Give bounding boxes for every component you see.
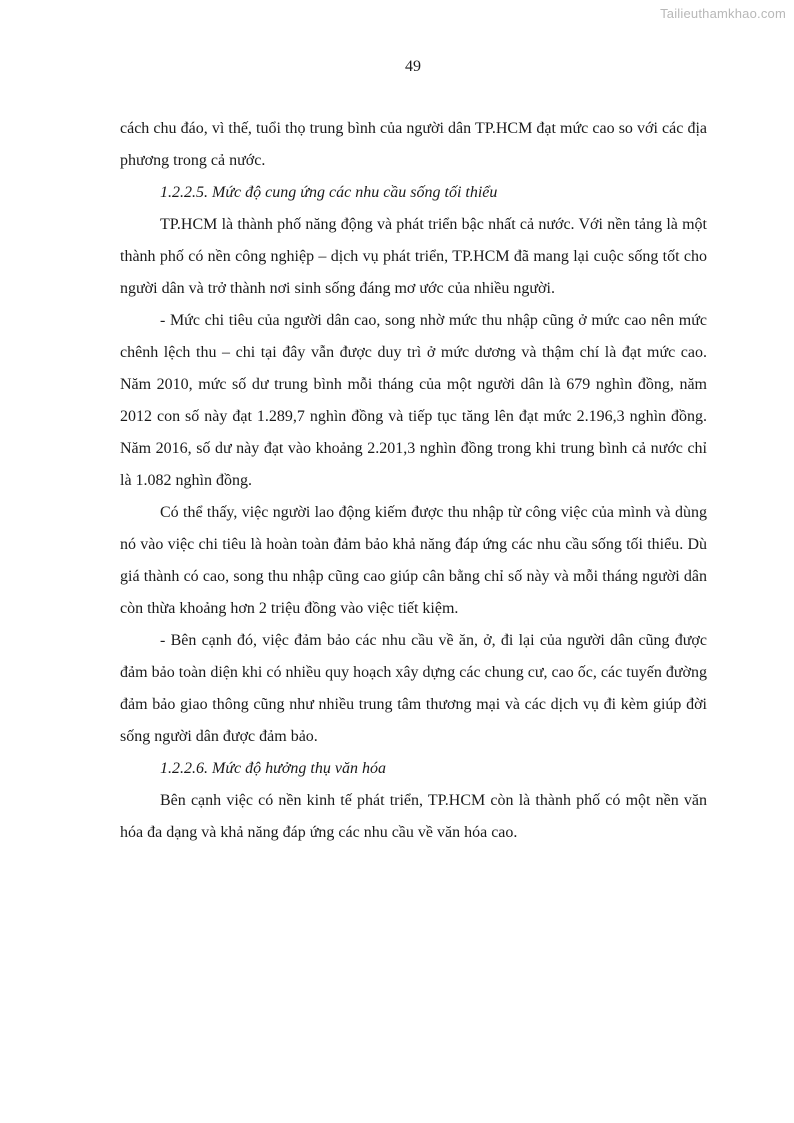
paragraph-hcm-overview: TP.HCM là thành phố năng động và phát triển bậc nhất cả nước. Với nền tảng là một thành phố có nền công nghiệp – dịch vụ phát triển, TP.HCM đã mang lại cuộc sống tốt cho người dân và trở thành nơi sinh sống đáng mơ ước của nhiều người.	[120, 216, 707, 297]
paragraph-spending-income: - Mức chi tiêu của người dân cao, song nhờ mức thu nhập cũng ở mức cao nên mức chênh lệch thu – chi tại đây vẫn được duy trì ở mức dương và thậm chí là đạt mức cao. Năm 2010, mức số dư trung bình mỗi tháng của một người dân là 679 nghìn đồng, năm 2012 con số này đạt 1.289,7 nghìn đồng và tiếp tục tăng lên đạt mức 2.196,3 nghìn đồng. Năm 2016, số dư này đạt vào khoảng 2.201,3 nghìn đồng trong khi trung bình cả nước chỉ là 1.082 nghìn đồng.	[120, 312, 707, 489]
section-heading-1-2-2-6: 1.2.2.6. Mức độ hưởng thụ văn hóa	[160, 760, 386, 777]
watermark-text: Tailieuthamkhao.com	[660, 6, 786, 21]
paragraph-continuation: cách chu đáo, vì thế, tuổi thọ trung bình của người dân TP.HCM đạt mức cao so với các địa phương trong cả nước.	[120, 120, 707, 169]
section-heading-1-2-2-5: 1.2.2.5. Mức độ cung ứng các nhu cầu sống tối thiểu	[160, 184, 498, 201]
paragraph-conclusion: Có thể thấy, việc người lao động kiếm được thu nhập từ công việc của mình và dùng nó vào việc chi tiêu là hoàn toàn đảm bảo khả năng đáp ứng các nhu cầu sống tối thiểu. Dù giá thành có cao, song thu nhập cũng cao giúp cân bằng chỉ số này và mỗi tháng người dân còn thừa khoảng hơn 2 triệu đồng vào việc tiết kiệm.	[120, 504, 707, 617]
paragraph-housing-transport: - Bên cạnh đó, việc đảm bảo các nhu cầu về ăn, ở, đi lại của người dân cũng được đảm bảo toàn diện khi có nhiều quy hoạch xây dựng các chung cư, cao ốc, các tuyến đường đảm bảo giao thông cũng như nhiều trung tâm thương mại và các dịch vụ đi kèm giúp đời sống người dân được đảm bảo.	[120, 632, 707, 745]
document-body	[120, 113, 707, 849]
page-number: 49	[405, 58, 421, 75]
paragraph-culture: Bên cạnh việc có nền kinh tế phát triển, TP.HCM còn là thành phố có một nền văn hóa đa dạng và khả năng đáp ứng các nhu cầu về văn hóa cao.	[120, 792, 707, 841]
